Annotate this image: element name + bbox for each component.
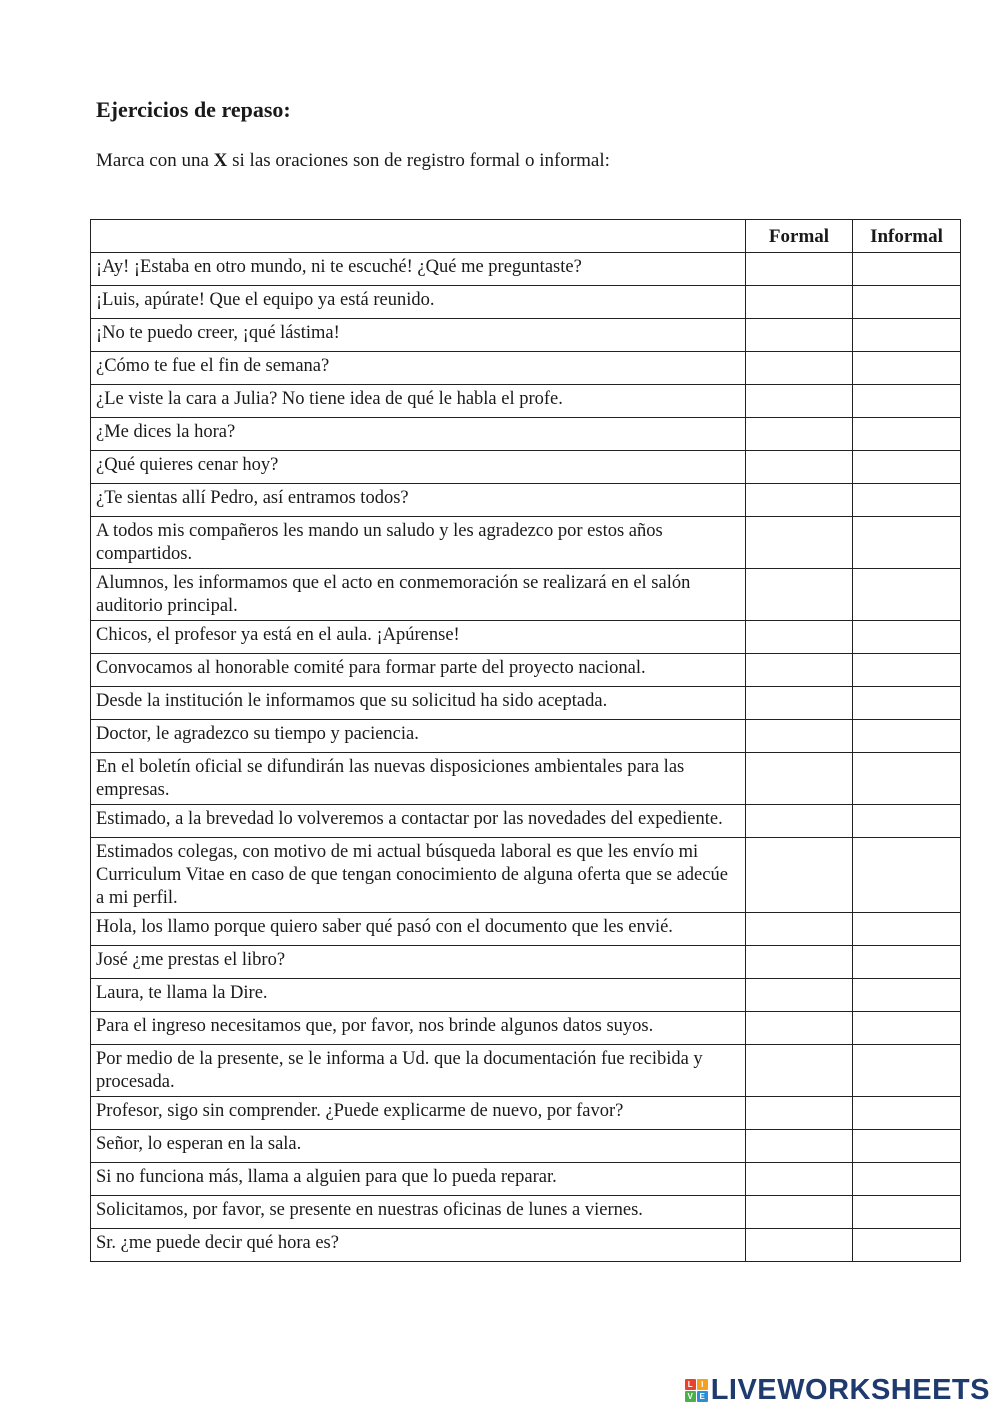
table-row	[91, 1196, 961, 1229]
informal-answer-cell[interactable]	[853, 286, 961, 319]
table-row	[91, 753, 961, 805]
register-table	[90, 219, 961, 1262]
table-row	[91, 253, 961, 286]
sentence-cell: ¡Ay! ¡Estaba en otro mundo, ni te escuché! ¿Qué me preguntaste?	[91, 253, 746, 286]
sentence-cell: Si no funciona más, llama a alguien para que lo pueda reparar.	[91, 1163, 746, 1196]
table-row	[91, 1163, 961, 1196]
table-row	[91, 1130, 961, 1163]
sentence-cell: ¿Qué quieres cenar hoy?	[91, 451, 746, 484]
formal-answer-cell[interactable]	[746, 569, 853, 621]
informal-answer-cell[interactable]	[853, 913, 961, 946]
formal-answer-cell[interactable]	[746, 418, 853, 451]
informal-answer-cell[interactable]	[853, 753, 961, 805]
informal-answer-cell[interactable]	[853, 979, 961, 1012]
instruction-mark: X	[213, 150, 228, 171]
sentence-cell: ¡Luis, apúrate! Que el equipo ya está reunido.	[91, 286, 746, 319]
brand-logo-tile: V	[685, 1391, 696, 1402]
page-title: Ejercicios de repaso:	[96, 97, 291, 122]
formal-answer-cell[interactable]	[746, 838, 853, 913]
header-formal: Formal	[746, 220, 853, 253]
sentence-cell: Convocamos al honorable comité para formar parte del proyecto nacional.	[91, 654, 746, 687]
sentence-cell: Profesor, sigo sin comprender. ¿Puede explicarme de nuevo, por favor?	[91, 1097, 746, 1130]
brand-logo-tile: E	[697, 1391, 708, 1402]
informal-answer-cell[interactable]	[853, 946, 961, 979]
sentence-cell: Laura, te llama la Dire.	[91, 979, 746, 1012]
formal-answer-cell[interactable]	[746, 352, 853, 385]
sentence-cell: Doctor, le agradezco su tiempo y paciencia.	[91, 720, 746, 753]
informal-answer-cell[interactable]	[853, 253, 961, 286]
informal-answer-cell[interactable]	[853, 385, 961, 418]
formal-answer-cell[interactable]	[746, 385, 853, 418]
informal-answer-cell[interactable]	[853, 1196, 961, 1229]
table-row	[91, 654, 961, 687]
sentence-cell: Hola, los llamo porque quiero saber qué pasó con el documento que les envié.	[91, 913, 746, 946]
table-row	[91, 838, 961, 913]
formal-answer-cell[interactable]	[746, 1097, 853, 1130]
brand-wordmark: LIVEWORKSHEETS	[710, 1374, 990, 1406]
table-row	[91, 319, 961, 352]
table-row	[91, 484, 961, 517]
informal-answer-cell[interactable]	[853, 451, 961, 484]
formal-answer-cell[interactable]	[746, 1130, 853, 1163]
formal-answer-cell[interactable]	[746, 1045, 853, 1097]
sentence-cell: ¿Cómo te fue el fin de semana?	[91, 352, 746, 385]
informal-answer-cell[interactable]	[853, 720, 961, 753]
informal-answer-cell[interactable]	[853, 484, 961, 517]
brand-logo-tile: L	[685, 1379, 696, 1390]
formal-answer-cell[interactable]	[746, 753, 853, 805]
header-sentence-cell	[91, 220, 746, 253]
informal-answer-cell[interactable]	[853, 687, 961, 720]
sentence-cell: En el boletín oficial se difundirán las nuevas disposiciones ambientales para las empresas.	[91, 753, 746, 805]
sentence-cell: ¡No te puedo creer, ¡qué lástima!	[91, 319, 746, 352]
sentence-cell: Sr. ¿me puede decir qué hora es?	[91, 1229, 746, 1262]
table-row	[91, 720, 961, 753]
sentence-cell: José ¿me prestas el libro?	[91, 946, 746, 979]
table-row	[91, 1045, 961, 1097]
informal-answer-cell[interactable]	[853, 1045, 961, 1097]
formal-answer-cell[interactable]	[746, 687, 853, 720]
formal-answer-cell[interactable]	[746, 451, 853, 484]
table-row	[91, 569, 961, 621]
table-row	[91, 979, 961, 1012]
informal-answer-cell[interactable]	[853, 569, 961, 621]
table-row	[91, 946, 961, 979]
table-body	[91, 253, 961, 1262]
sentence-cell: ¿Me dices la hora?	[91, 418, 746, 451]
informal-answer-cell[interactable]	[853, 654, 961, 687]
table-row	[91, 621, 961, 654]
formal-answer-cell[interactable]	[746, 319, 853, 352]
table-row	[91, 418, 961, 451]
table-row	[91, 286, 961, 319]
sentence-cell: Estimados colegas, con motivo de mi actual búsqueda laboral es que les envío mi Curriculum Vitae en caso de que tengan conocimiento de alguna oferta que se adecúe a mi perfil.	[91, 838, 746, 913]
header-informal: Informal	[853, 220, 961, 253]
sentence-cell: ¿Le viste la cara a Julia? No tiene idea de qué le habla el profe.	[91, 385, 746, 418]
formal-answer-cell[interactable]	[746, 517, 853, 569]
table-row	[91, 352, 961, 385]
formal-answer-cell[interactable]	[746, 805, 853, 838]
informal-answer-cell[interactable]	[853, 319, 961, 352]
informal-answer-cell[interactable]	[853, 352, 961, 385]
table-row	[91, 687, 961, 720]
formal-answer-cell[interactable]	[746, 484, 853, 517]
informal-answer-cell[interactable]	[853, 1097, 961, 1130]
formal-answer-cell[interactable]	[746, 286, 853, 319]
formal-answer-cell[interactable]	[746, 654, 853, 687]
informal-answer-cell[interactable]	[853, 838, 961, 913]
sentence-cell: Chicos, el profesor ya está en el aula. ¡Apúrense!	[91, 621, 746, 654]
table-row	[91, 1229, 961, 1262]
table-row	[91, 805, 961, 838]
table-row	[91, 1012, 961, 1045]
informal-answer-cell[interactable]	[853, 1130, 961, 1163]
formal-answer-cell[interactable]	[746, 621, 853, 654]
instruction-tail: si las oraciones son de registro formal o informal:	[227, 150, 610, 171]
table-header-row	[91, 220, 961, 253]
sentence-cell: Por medio de la presente, se le informa a Ud. que la documentación fue recibida y procesada.	[91, 1045, 746, 1097]
formal-answer-cell[interactable]	[746, 946, 853, 979]
formal-answer-cell[interactable]	[746, 720, 853, 753]
sentence-cell: Señor, lo esperan en la sala.	[91, 1130, 746, 1163]
informal-answer-cell[interactable]	[853, 805, 961, 838]
informal-answer-cell[interactable]	[853, 517, 961, 569]
formal-answer-cell[interactable]	[746, 979, 853, 1012]
formal-answer-cell[interactable]	[746, 913, 853, 946]
table-row	[91, 451, 961, 484]
sentence-cell: ¿Te sientas allí Pedro, así entramos todos?	[91, 484, 746, 517]
informal-answer-cell[interactable]	[853, 621, 961, 654]
formal-answer-cell[interactable]	[746, 1012, 853, 1045]
formal-answer-cell[interactable]	[746, 1163, 853, 1196]
formal-answer-cell[interactable]	[746, 1229, 853, 1262]
table-row	[91, 517, 961, 569]
formal-answer-cell[interactable]	[746, 1196, 853, 1229]
informal-answer-cell[interactable]	[853, 1163, 961, 1196]
liveworksheets-logo	[685, 1374, 990, 1407]
table-row	[91, 385, 961, 418]
sentence-cell: Alumnos, les informamos que el acto en conmemoración se realizará en el salón auditorio principal.	[91, 569, 746, 621]
sentence-cell: Estimado, a la brevedad lo volveremos a contactar por las novedades del expediente.	[91, 805, 746, 838]
informal-answer-cell[interactable]	[853, 1229, 961, 1262]
sentence-cell: A todos mis compañeros les mando un saludo y les agradezco por estos años compartidos.	[91, 517, 746, 569]
sentence-cell: Para el ingreso necesitamos que, por favor, nos brinde algunos datos suyos.	[91, 1012, 746, 1045]
formal-answer-cell[interactable]	[746, 253, 853, 286]
sentence-cell: Desde la institución le informamos que su solicitud ha sido aceptada.	[91, 687, 746, 720]
table-row	[91, 913, 961, 946]
instruction-text	[96, 148, 610, 174]
sentence-cell: Solicitamos, por favor, se presente en nuestras oficinas de lunes a viernes.	[91, 1196, 746, 1229]
informal-answer-cell[interactable]	[853, 418, 961, 451]
table-row	[91, 1097, 961, 1130]
informal-answer-cell[interactable]	[853, 1012, 961, 1045]
brand-logo-icon	[685, 1379, 708, 1402]
instruction-lead: Marca con una	[96, 150, 214, 171]
brand-logo-tile: I	[697, 1379, 708, 1390]
